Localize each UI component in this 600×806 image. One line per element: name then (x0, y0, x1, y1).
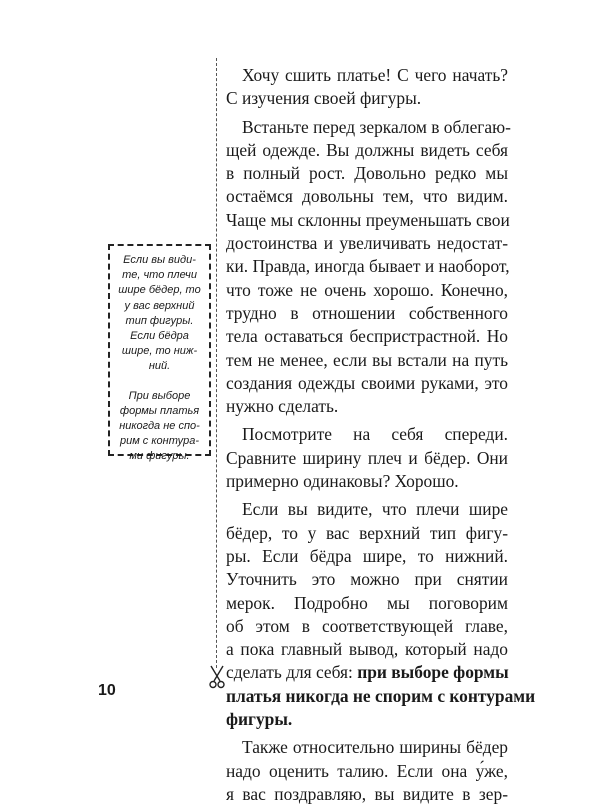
text-line: остаёмся довольны тем, что видим. (226, 186, 508, 207)
scissors-icon (207, 664, 227, 690)
text-line: Посмотрите на себя спереди. (242, 424, 508, 445)
paragraph-1 (226, 64, 508, 111)
text-line: создания одежды своими руками, это (226, 372, 508, 393)
note-line: те, что плечи (122, 269, 197, 282)
note-line: Если вы види- (123, 254, 196, 266)
text-line: Хочу сшить платье! С чего начать? (242, 65, 508, 85)
text-line: Чаще мы склонны преуменьшать свои (226, 209, 510, 230)
text-line-mixed (226, 661, 508, 684)
note-line: тип фигуры. (125, 314, 194, 327)
text-run: сделать для себя: (226, 662, 358, 683)
note-line: никогда не спо- (119, 420, 200, 433)
bold-emphasis-line: фигуры. (226, 709, 293, 730)
note-line: у вас верхний (124, 299, 195, 312)
text-line: ры. Если бёдра шире, то нижний. (226, 545, 508, 566)
note-line: ний. (148, 360, 171, 373)
text-line: трудно в отношении собственного (226, 302, 508, 323)
text-line: в полный рост. Довольно редко мы (226, 163, 508, 184)
text-line: бёдер, то у вас верхний тип фигу- (226, 522, 508, 543)
text-line: нужно сделать. (226, 396, 339, 417)
text-line: что тоже не очень хорошо. Конечно, (226, 279, 508, 300)
note-line: шире бёдер, то (118, 284, 201, 297)
note-line: шире, то ниж- (121, 345, 198, 358)
margin-note-2 (114, 389, 205, 465)
body-text (226, 64, 536, 806)
text-line: об этом в соответствующей главе, (226, 615, 508, 636)
note-line: рим с контура- (119, 435, 200, 448)
text-line: достоинства и увеличивать недостат- (226, 233, 508, 254)
text-line: С изучения своей фигуры. (226, 88, 422, 109)
paragraph-5 (226, 736, 508, 806)
text-line: Уточнить это можно при снятии (226, 569, 508, 590)
text-line: Сравните ширину плеч и бёдер. Они (226, 447, 508, 468)
note-line: Если бёдра (130, 330, 189, 343)
margin-note-1 (114, 253, 205, 375)
text-line: щей одежде. Вы должны видеть себя (226, 139, 508, 160)
note-line: формы платья (119, 404, 200, 417)
bold-emphasis-line: платья никогда не спорим с контурами (226, 685, 536, 706)
text-line: мерок. Подробно мы поговорим (226, 592, 508, 613)
text-line: я вас поздравляю, вы видите в зер- (226, 783, 508, 804)
text-line: Также относительно ширины бёдер (242, 737, 508, 758)
cut-line-divider (216, 58, 217, 668)
text-line: а пока главный вывод, который надо (226, 639, 508, 660)
text-line: Если вы видите, что плечи шире (242, 499, 508, 520)
text-line: тем не менее, если вы встали на путь (226, 349, 508, 370)
paragraph-2 (226, 116, 511, 419)
text-line: примерно одинаковы? Хорошо. (226, 471, 459, 492)
note-line: При выборе (128, 389, 191, 402)
text-line: ки. Правда, иногда бывает и наоборот, (226, 256, 510, 277)
bold-emphasis: при выборе формы (357, 662, 509, 683)
text-line: Встаньте перед зеркалом в облегаю- (242, 116, 511, 137)
paragraph-4 (226, 498, 536, 731)
text-line: тела оставаться беспристрастной. Но (226, 326, 508, 347)
margin-note-box (108, 244, 211, 463)
note-line: ми фигуры. (129, 450, 190, 463)
page-number: 10 (98, 682, 116, 699)
text-line: надо оценить талию. Если она у́же, (226, 760, 508, 781)
paragraph-3 (226, 423, 508, 493)
